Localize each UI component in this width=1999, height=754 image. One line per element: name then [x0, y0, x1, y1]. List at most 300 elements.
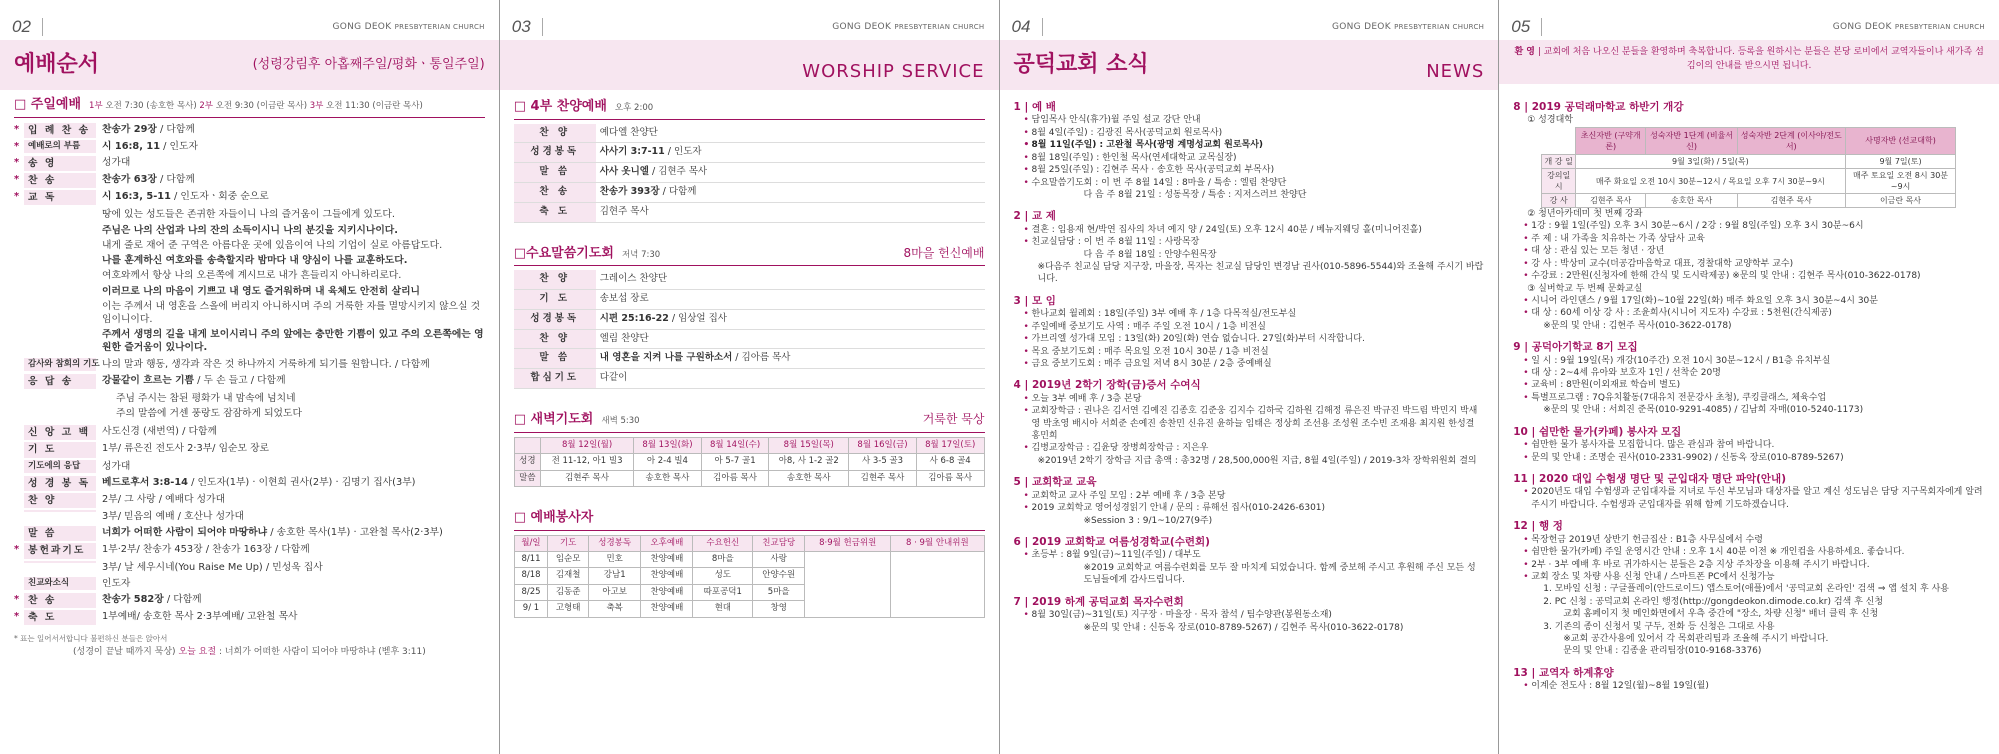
- service-person: / 임상얼 집사: [668, 312, 727, 324]
- news-line: • 친교실담당 : 이 번 주 8월 11일 : 사랑목장: [1014, 236, 1485, 248]
- church-name: GONG DEOK PRESBYTERIAN CHURCH: [1331, 22, 1485, 32]
- order-text: [96, 173, 485, 186]
- section-header: [14, 96, 485, 118]
- page-title: 예배순서: [14, 52, 100, 78]
- news-line: • 일 시 : 9월 19일(목) 개강(10주간) 오전 10시 30분~12시 / B1층 유치부실: [1513, 355, 1985, 367]
- news-line: • 2020년도 대입 수험생과 군입대자를 지녀로 두신 부모님과 대상자를 알고 계신 성도님은 담당 지구목회자에게 알려주시기 바랍니다. 수험생과 군입대자를 위해 함께 기도하겠습니다.: [1513, 486, 1985, 511]
- service-row: [514, 163, 985, 183]
- order-row: [14, 576, 485, 592]
- lyric-line: 주의 말씀에 거센 풍랑도 잠잠하게 되었도다: [116, 408, 302, 420]
- order-label: 응 답 송: [24, 374, 96, 389]
- reading-line: 여호와께서 항상 나의 오른쪽에 계시므로 내가 흔들리지 아니하리로다.: [102, 270, 402, 282]
- news-line: ※2019 교회학교 여름수련회를 모두 잘 마치게 되었습니다. 함께 중보해 주시고 후원해 주신 모든 성도님들에게 감사드립니다.: [1083, 562, 1476, 586]
- service-detail: [596, 289, 985, 309]
- order-text: [96, 442, 485, 455]
- praise-service-table: [514, 124, 985, 223]
- order-text-bold: 강물같이 흐르는 기쁨: [102, 374, 194, 386]
- schedule-cell: 9월 7일(토): [1845, 154, 1956, 168]
- order-text-detail: / 송호한 목사(1부) · 고완철 목사(2·3부): [267, 527, 443, 539]
- order-label: 예배로의 부름: [24, 140, 96, 153]
- required-star: *: [14, 140, 20, 152]
- news-line: ※교회 공간사용에 있어서 각 목회관리팀과 조율해 주시기 바랍니다.: [1563, 633, 1829, 644]
- order-text: [96, 190, 485, 203]
- news-line: 2. PC 신청 : 공덕교회 온라인 행정(http://gongdeokon.dimode.co.kr) 검색 후 신청: [1543, 596, 1884, 607]
- volunteer-col: 기도: [548, 535, 589, 551]
- section-title: □ 주일예배: [14, 97, 82, 112]
- volunteer-cell: 찬양예배: [641, 552, 693, 568]
- service-time-label: 3부: [309, 101, 324, 111]
- required-star: *: [14, 544, 20, 556]
- order-text: [96, 526, 485, 539]
- news-line: • 대 상 : 60세 이상 강 사 : 조윤희사(시니어 지도자) 수강료 : 5천원(간식제공): [1513, 307, 1985, 319]
- volunteer-cell: 사랑: [753, 552, 805, 568]
- page-03: [500, 0, 1000, 754]
- volunteer-cell: 찬양예배: [641, 584, 693, 600]
- order-label: 입 례 찬 송: [24, 123, 96, 138]
- news-line: • 대 상 : 2~4세 유아와 보호자 1인 / 선착순 20명: [1513, 367, 1985, 379]
- news-subheading: ① 성경대학: [1527, 115, 1573, 126]
- church-name: GONG DEOK PRESBYTERIAN CHURCH: [1832, 22, 1985, 32]
- volunteer-col: 수요헌신: [693, 535, 753, 551]
- volunteer-col: 성경봉독: [589, 535, 641, 551]
- service-person: / 김아름 목사: [732, 352, 791, 364]
- news-line: • 금요 중보기도회 : 매주 금요일 저녁 8시 30분 / 2층 중예배실: [1014, 358, 1485, 370]
- service-person: / 다함께: [659, 185, 697, 197]
- page-number: 05: [1511, 16, 1530, 39]
- order-row: [14, 592, 485, 609]
- dawn-corner: [514, 437, 540, 453]
- order-text-detail: / 다함께: [156, 173, 195, 185]
- news-line: • 담임목사 안식(휴가)월 주일 설교 강단 안내: [1014, 114, 1485, 126]
- required-star: *: [14, 173, 20, 185]
- order-text-detail: / 인도자ㆍ회중 순으로: [170, 191, 269, 203]
- section-note: 거룩한 묵상: [922, 412, 985, 427]
- service-main: 다같이: [599, 372, 628, 384]
- lyric-line: 주님 주시는 참된 평화가 내 맘속에 넘치네: [116, 392, 296, 404]
- order-label: 축 도: [24, 610, 96, 625]
- service-row: [514, 309, 985, 329]
- volunteer-cell: 축복: [589, 601, 641, 617]
- order-text-detail: 3부/ 날 세우시네(You Raise Me Up) / 민성욱 집사: [102, 561, 323, 573]
- volunteer-cell: 현대: [693, 601, 753, 617]
- service-main: 찬송가 393장: [599, 185, 660, 197]
- news-line: • 8월 25일(주일) : 김현주 목사 · 송호한 목사(공덕교회 부목사): [1014, 164, 1485, 176]
- news-heading: 13 | 교역자 하계휴양: [1513, 666, 1614, 679]
- service-time-value: 오전 11:30 (이금란 목사): [323, 101, 423, 111]
- service-row: [514, 289, 985, 309]
- service-detail: [596, 124, 985, 143]
- dawn-row-label: 말씀: [514, 470, 540, 486]
- order-label: 봉헌과기도: [24, 543, 96, 558]
- volunteer-cell: 8/11: [514, 552, 547, 568]
- order-text: [96, 460, 485, 473]
- welcome-box: 환 영 | 교회에 처음 나오신 분들을 환영하며 축복합니다. 등록을 원하시는 분들은 본당 로비에서 교역자들이나 새가족 섬김이의 안내를 받으시면 됩니다.: [1499, 40, 1999, 84]
- service-main: 김현주 목사: [599, 205, 649, 217]
- news-line: ② 청년아카데미 첫 번째 강좌: [1527, 209, 1643, 220]
- schedule-cell: 매주 토요일 오전 8시 30분~9시: [1845, 168, 1956, 193]
- news-line: • 교회장학금 : 권나은 김서연 김예진 김종호 김준웅 김지수 김하국 김하원 김해정 류은진 박규진 박드림 박민지 박새영 박초영 배시아 서희준 손예진 송찬민 신유진 윤하늘 임태은 정상희 조선용 조성원 조수빈 조재용 최지원 한성결 홍민희: [1014, 405, 1485, 442]
- service-detail: [596, 309, 985, 329]
- section-header: [514, 411, 985, 433]
- news-line: • 김병교장학금 : 김윤당 장병희장학금 : 지은우: [1014, 442, 1485, 454]
- news-line: ※문의 및 안내 : 서희진 준목(010-9291-4085) / 김남희 자매(010-5240-1173): [1543, 405, 1864, 416]
- dawn-date: 8월 14일(수): [701, 437, 769, 453]
- title-bar: [0, 40, 499, 90]
- news-line: • 8월 18일(주일) : 한인철 목사(연세대학교 교목실장): [1014, 152, 1485, 164]
- order-label: 기도에의 응답: [24, 460, 96, 473]
- dawn-scripture: 아 2-4 빌4: [634, 454, 702, 470]
- order-row: [14, 542, 485, 559]
- news-line: ※문의 및 안내 : 김현주 목사(010-3622-0178): [1543, 320, 1732, 331]
- dawn-header-row: [514, 437, 984, 453]
- dawn-preacher: 송호한 목사: [769, 470, 849, 486]
- section-title: □수요말씀기도회: [513, 245, 614, 261]
- news-line: • 수강료 : 2만원(신청자에 한해 간식 및 도시락제공) ※문의 및 안내 : 김현주 목사(010-3622-0178): [1513, 270, 1985, 282]
- service-row: [514, 182, 985, 202]
- dawn-preacher: 김아름 목사: [701, 470, 769, 486]
- page-title-en: NEWS: [1426, 60, 1485, 82]
- service-role: 성경봉독: [514, 143, 596, 163]
- news-line: ③ 실버학교 두 번째 문화교실: [1527, 283, 1643, 294]
- dawn-date: 8월 12일(월): [541, 437, 634, 453]
- service-role: 합심기도: [514, 369, 596, 389]
- news-heading: 7 | 2019 하계 공덕교회 목자수련회: [1013, 595, 1184, 608]
- schedule-cell: 이금란 목사: [1845, 194, 1956, 208]
- order-text-detail: 인도자: [102, 577, 131, 589]
- volunteer-row: [514, 552, 984, 568]
- page-04: [1000, 0, 1500, 754]
- news-line: • 시니어 라인댄스 / 9월 17일(화)~10월 22일(화) 매주 화요일 오후 3시 30분~4시 30분: [1513, 295, 1985, 307]
- news-line: • 강 사 : 박상미 교수(더공감마음학교 대표, 경찰대학 교양학부 교수): [1513, 258, 1985, 270]
- service-main: 사사기 3:7-11: [599, 146, 665, 158]
- dawn-scripture: 아 5-7 골1: [701, 454, 769, 470]
- news-line: • 대 상 : 관심 있는 모든 청년 · 장년: [1513, 245, 1985, 257]
- order-row: [14, 459, 485, 475]
- service-row: [514, 329, 985, 349]
- required-star: *: [14, 156, 20, 168]
- news-heading: 12 | 행 정: [1513, 520, 1563, 533]
- news-line: • 1강 : 9월 1일(주일) 오후 3시 30분~6시 / 2강 : 9월 8일(주일) 오후 3시 30분~6시: [1513, 220, 1985, 232]
- schedule-col: 초신자반 (구약개론): [1576, 127, 1646, 154]
- schedule-cell: 개 강 일: [1542, 154, 1576, 168]
- dawn-date: 8월 16일(금): [849, 437, 917, 453]
- order-row: [14, 139, 485, 155]
- news-line: • 초등부 : 8월 9일(금)~11일(주일) / 대부도: [1014, 549, 1485, 561]
- news-line: • 주 제 : 내 가족을 치유하는 가족 상담사 교육: [1513, 233, 1985, 245]
- news-list: [1014, 100, 1485, 634]
- order-label: 찬 송: [24, 593, 96, 608]
- order-label: 감사와 참회의 기도: [24, 358, 96, 371]
- news-line: 3. 기존의 종이 신청서 및 구두, 전화 등 신청은 그대로 사용: [1543, 621, 1775, 632]
- news-line: • 2019 교회학교 영어성경읽기 안내 / 문의 : 류해선 집사(010-2426-6301): [1014, 502, 1485, 514]
- service-role: 축 도: [514, 202, 596, 222]
- volunteer-col: 친교담당: [753, 535, 805, 551]
- order-text-detail: 1부예배/ 송호한 목사 2·3부예배/ 고완철 목사: [102, 610, 298, 622]
- service-role: 기 도: [514, 289, 596, 309]
- order-row: [14, 122, 485, 139]
- service-role: 찬 양: [514, 124, 596, 143]
- volunteer-col: 8 · 9월 안내위원: [891, 535, 984, 551]
- order-label: 성 경 봉 독: [24, 476, 96, 491]
- order-text: [96, 140, 485, 153]
- schedule-cell: 김현주 목사: [1576, 194, 1646, 208]
- page-number: 02: [12, 16, 31, 39]
- order-text-bold: 너희가 어떠한 사람이 되어야 마땅하냐: [102, 527, 268, 539]
- news-line: • 한나교회 월례회 : 18일(주일) 3부 예배 후 / 1층 다목적실/전도부실: [1014, 308, 1485, 320]
- schedule-cell: 송호한 목사: [1646, 194, 1737, 208]
- schedule-row: [1542, 168, 1956, 193]
- church-name: GONG DEOK PRESBYTERIAN CHURCH: [332, 22, 485, 32]
- order-text-bold: 찬송가 582장: [102, 593, 164, 605]
- service-row: [514, 369, 985, 389]
- volunteer-cell: 찬양예배: [641, 568, 693, 584]
- service-row: [514, 270, 985, 289]
- news-line: • 특별프로그램 : 7Q유치활동(7대유치 전문강사 초청), 쿠킹클래스, 체육수업: [1513, 392, 1985, 404]
- volunteer-col: 8·9월 헌금위원: [805, 535, 891, 551]
- volunteer-cell: 안양수원: [753, 568, 805, 584]
- order-row: [14, 492, 485, 509]
- volunteer-cell: 8/25: [514, 584, 547, 600]
- response-song-lyrics: [96, 392, 485, 420]
- news-list-continued: [1513, 100, 1985, 693]
- order-text: [96, 493, 485, 506]
- volunteer-col: 월/일: [514, 535, 547, 551]
- news-line: • 2부 · 3부 예배 후 바로 귀가하시는 분들은 2층 지상 주차장을 이용해 주시기 바랍니다.: [1513, 559, 1985, 571]
- volunteer-cell: 아고보: [589, 584, 641, 600]
- schedule-cell: 김현주 목사: [1737, 194, 1845, 208]
- order-row: [14, 155, 485, 172]
- order-text-detail: / 인도자: [160, 140, 198, 152]
- section-header: [514, 509, 985, 531]
- news-line: 1. 모바일 신청 : 구글플레이(안드로이드) 앱스토어(애플)에서 '공덕교회 온라인' 검색 ⇒ 앱 설치 후 사용: [1543, 584, 1949, 595]
- news-line: 다 음 주 8월 18일 : 안양수원목장: [1083, 249, 1217, 260]
- order-text-detail: 3부/ 믿음의 예배 / 호산나 성가대: [102, 511, 244, 523]
- service-time-value: 오전 7:30 (송호한 목사): [102, 101, 200, 111]
- volunteer-col: 오후예배: [641, 535, 693, 551]
- order-text: [96, 610, 485, 623]
- order-text-bold: 찬송가 63장: [102, 173, 157, 185]
- offering-committee: [805, 552, 891, 618]
- section-note: 8마을 헌신예배: [903, 245, 985, 260]
- service-main: 그레이스 찬양단: [599, 273, 668, 285]
- news-heading: 10 | 쉼만한 물가(카페) 봉사자 모집: [1513, 425, 1682, 438]
- service-main: 엘림 찬양단: [599, 332, 649, 344]
- reading-line: 이는 주께서 내 영혼을 스올에 버리지 아니하시며 주의 거룩한 자를 멸망시키지 않으실 것임이니이다.: [102, 300, 481, 325]
- dawn-date: 8월 17일(토): [916, 437, 984, 453]
- service-role: 찬 양: [514, 329, 596, 349]
- dawn-scripture: 사 3-5 골3: [849, 454, 917, 470]
- required-star: *: [14, 191, 20, 203]
- schedule-row: [1542, 194, 1956, 208]
- service-role: 말 씀: [514, 349, 596, 369]
- news-line: • 오늘 3부 예배 후 / 3층 본당: [1014, 393, 1485, 405]
- schedule-cell: 강의일시: [1542, 168, 1576, 193]
- order-text: [96, 425, 485, 438]
- service-role: 찬 송: [514, 182, 596, 202]
- volunteer-cell: 8마을: [693, 552, 753, 568]
- service-row: [514, 124, 985, 143]
- order-row: [14, 172, 485, 189]
- news-heading: 6 | 2019 교회학교 여름성경학교(수련회): [1013, 535, 1210, 548]
- service-time-label: 1부: [89, 101, 103, 111]
- required-star: *: [14, 593, 20, 605]
- news-heading: 4 | 2019년 2학기 장학(금)증서 수여식: [1013, 379, 1201, 392]
- required-star: *: [14, 123, 20, 135]
- service-row: [514, 202, 985, 222]
- service-detail: [596, 270, 985, 289]
- order-text: [96, 577, 485, 590]
- order-row: [14, 509, 485, 525]
- welcome-label: 환 영: [1514, 47, 1536, 57]
- wednesday-service-table: [514, 270, 985, 389]
- page-02: [0, 0, 500, 754]
- order-label: 교 독: [24, 190, 96, 205]
- section-title: □ 예배봉사자: [513, 509, 594, 525]
- dawn-preacher: 송호한 목사: [634, 470, 702, 486]
- news-line: • 결혼 : 임용재 현/박연 집사의 차녀 예지 양 / 24일(토) 오후 12시 40분 / 베뉴지웨딩 홀(미니어진홀): [1014, 224, 1485, 236]
- required-star: *: [14, 610, 20, 622]
- news-line: 교회 홈페이지 첫 메인화면에서 우측 중간에 "장소, 차량 신청" 배너 클릭 후 신청: [1563, 609, 1879, 620]
- order-label: 말 씀: [24, 526, 96, 541]
- order-text: [96, 156, 485, 169]
- order-text: [96, 374, 485, 387]
- order-text-detail: 1부·2부/ 찬송가 453장 / 찬송가 163장 / 다함께: [102, 544, 310, 556]
- page-title-en: WORSHIP SERVICE: [802, 60, 985, 82]
- service-role: 찬 양: [514, 270, 596, 289]
- volunteer-cell: 창영: [753, 601, 805, 617]
- news-line: • 가브리엘 성가대 모임 : 13일(화) 20일(화) 연습 없습니다. 27일(화)부터 시작합니다.: [1014, 333, 1485, 345]
- order-text: [96, 123, 485, 136]
- service-detail: [596, 182, 985, 202]
- news-line: • 8월 11일(주일) : 고완철 목사(광명 계명성교회 원로목사): [1014, 139, 1485, 151]
- volunteer-cell: 찬양예배: [641, 601, 693, 617]
- service-detail: [596, 369, 985, 389]
- reading-line: 주께서 생명의 길을 내게 보이시리니 주의 앞에는 충만한 기쁨이 있고 주의 오른쪽에는 영원한 즐거움이 있나이다.: [102, 329, 484, 354]
- section-time: 오후 2:00: [614, 103, 654, 113]
- volunteer-cell: 따포공덕1: [693, 584, 753, 600]
- dawn-word-row: [514, 470, 984, 486]
- volunteer-cell: 성도: [693, 568, 753, 584]
- order-text-detail: / 인도자(1부) · 이현희 권사(2부) · 김명기 집사(3부): [187, 476, 416, 488]
- section-title: □ 4부 찬양예배: [513, 99, 607, 114]
- service-detail: [596, 329, 985, 349]
- service-main: 예다엘 찬양단: [599, 126, 658, 138]
- dawn-preacher: 김현주 목사: [541, 470, 634, 486]
- news-line: ※Session 3 : 9/1~10/27(9주): [1083, 515, 1213, 526]
- reading-line: 나를 훈계하신 여호와를 송축할지라 밤마다 내 양심이 나를 교훈하도다.: [102, 255, 408, 267]
- schedule-header-row: [1542, 127, 1956, 154]
- volunteer-header-row: [514, 535, 984, 551]
- volunteer-cell: 김재철: [548, 568, 589, 584]
- news-heading: 2 | 교 제: [1013, 210, 1056, 223]
- volunteer-cell: 5마을: [753, 584, 805, 600]
- volunteer-table: [514, 535, 985, 618]
- volunteer-cell: 고형태: [548, 601, 589, 617]
- order-text-bold: 찬송가 29장: [102, 123, 157, 135]
- order-label: 찬 양: [24, 493, 96, 508]
- order-row: [14, 189, 485, 206]
- title-bar: [500, 40, 999, 90]
- service-person: / 김현주 목사: [648, 166, 708, 178]
- reading-line: 이러므로 나의 마음이 기쁘고 내 영도 즐거워하며 내 육체도 안전히 살리니: [102, 285, 421, 297]
- reading-line: 주님은 나의 산업과 나의 잔의 소득이시니 나의 분깃을 지키시나이다.: [102, 224, 398, 236]
- service-time-label: 2부: [199, 101, 214, 111]
- dawn-date: 8월 15일(목): [769, 437, 849, 453]
- news-line: ※다음주 친교실 담당 지구장, 마을장, 목자는 친교실 담당인 변경남 권사(010-5896-5544)와 조율해 주시기 바랍니다.: [1037, 262, 1484, 285]
- service-person: / 인도자: [664, 146, 702, 158]
- news-line: ※문의 및 안내 : 신동옥 장로(010-8789-5267) / 김현주 목사(010-3622-0178): [1083, 622, 1404, 633]
- news-line: • 8월 30일(금)~31일(토) 지구장 · 마을장 · 목자 참석 / 팀수양관(봉원동소재): [1014, 609, 1485, 621]
- news-line: • 8월 4일(주일) : 김광진 목사(공덕교회 원로목사): [1014, 127, 1485, 139]
- order-row: [14, 424, 485, 441]
- dawn-date: 8월 13일(화): [634, 437, 702, 453]
- schedule-cell: 매주 화요일 오전 10시 30분~12시 / 목요일 오후 7시 30분~9시: [1576, 168, 1846, 193]
- order-text: [96, 510, 485, 523]
- order-row: [14, 357, 485, 373]
- volunteer-cell: 9/ 1: [514, 601, 547, 617]
- volunteer-cell: 임순모: [548, 552, 589, 568]
- bible-college-schedule: [1541, 127, 1956, 208]
- order-label: 친교와소식: [24, 577, 96, 590]
- welcome-text: 교회에 처음 나오신 분들을 환영하며 축복합니다. 등록을 원하시는 분들은 본당 로비에서 교역자들이나 새가족 섬김이의 안내를 받으시면 됩니다.: [1543, 47, 1984, 71]
- section-time: 새벽 5:30: [601, 416, 640, 427]
- service-row: [514, 349, 985, 369]
- church-name: GONG DEOK PRESBYTERIAN CHURCH: [832, 22, 985, 32]
- dawn-prayer-table: [514, 437, 985, 487]
- order-text-detail: / 다함께: [156, 123, 195, 135]
- news-line: • 목장헌금 2019년 상반기 헌금집산 : B1층 사무실에서 수령: [1513, 534, 1985, 546]
- order-row: [14, 475, 485, 492]
- service-main: 사사 옷니엘: [599, 166, 649, 178]
- news-line: 다 음 주 8월 21일 : 성동목장 / 특송 : 지저스러브 찬양단: [1083, 189, 1307, 200]
- section-time: 저녁 7:30: [621, 249, 661, 260]
- dawn-scripture: 사 6-8 골4: [916, 454, 984, 470]
- news-heading: 8 | 2019 공덕래마학교 하반기 개강: [1513, 101, 1684, 113]
- usher-committee: [891, 552, 984, 618]
- order-label: 송 영: [24, 156, 96, 171]
- news-line: • 교회 장소 및 차량 사용 신청 안내 / 스마트폰 PC에서 신청가능: [1513, 571, 1985, 583]
- page-number: 03: [512, 16, 531, 39]
- section-title: □ 새벽기도회: [513, 412, 594, 428]
- schedule-row: [1542, 154, 1956, 168]
- news-line: • 수요말씀기도회 : 이 번 주 8월 14일 : 8마을 / 특송 : 엘림 찬양단: [1014, 177, 1485, 189]
- order-text-detail: / 두 손 들고 / 다함께: [194, 374, 286, 386]
- page-subtitle: (성령강림후 아홉째주일/평화ㆍ통일주일): [252, 57, 485, 73]
- volunteer-cell: 김동준: [548, 584, 589, 600]
- service-detail: [596, 202, 985, 222]
- service-detail: [596, 163, 985, 183]
- news-line: • 이계순 전도사 : 8월 12일(월)~8월 19일(월): [1513, 680, 1985, 692]
- volunteer-cell: 강남1: [589, 568, 641, 584]
- order-text-detail: 성가대: [102, 156, 131, 168]
- news-line: • 문의 및 안내 : 조명순 권사(010-2331-9902) / 신동옥 장로(010-8789-5267): [1513, 452, 1985, 464]
- news-line: • 교육비 : 8만원(이외재료 학습비 별도): [1513, 379, 1985, 391]
- news-line: • 주일예배 중보기도 사역 : 매주 주일 오전 10시 / 1층 비전실: [1014, 321, 1485, 333]
- order-row: [14, 560, 485, 576]
- schedule-col: [1542, 127, 1576, 154]
- volunteer-cell: 민호: [589, 552, 641, 568]
- service-role: 성경봉독: [514, 309, 596, 329]
- service-time-value: 오전 9:30 (이금란 목사): [213, 101, 310, 111]
- service-main: 내 영혼을 지켜 나를 구원하소서: [599, 352, 733, 364]
- order-text-detail: 2부/ 그 사랑 / 예배다 성가대: [102, 493, 226, 505]
- news-heading: 3 | 모 임: [1013, 294, 1056, 307]
- news-line: • 목요 중보기도회 : 매주 목요일 오전 10시 30분 / 1층 비전실: [1014, 346, 1485, 358]
- schedule-cell: 강 사: [1542, 194, 1576, 208]
- dawn-row-label: 성경: [514, 454, 540, 470]
- order-row: [14, 609, 485, 626]
- order-text-bold: 베드로후서 3:8-14: [102, 476, 188, 488]
